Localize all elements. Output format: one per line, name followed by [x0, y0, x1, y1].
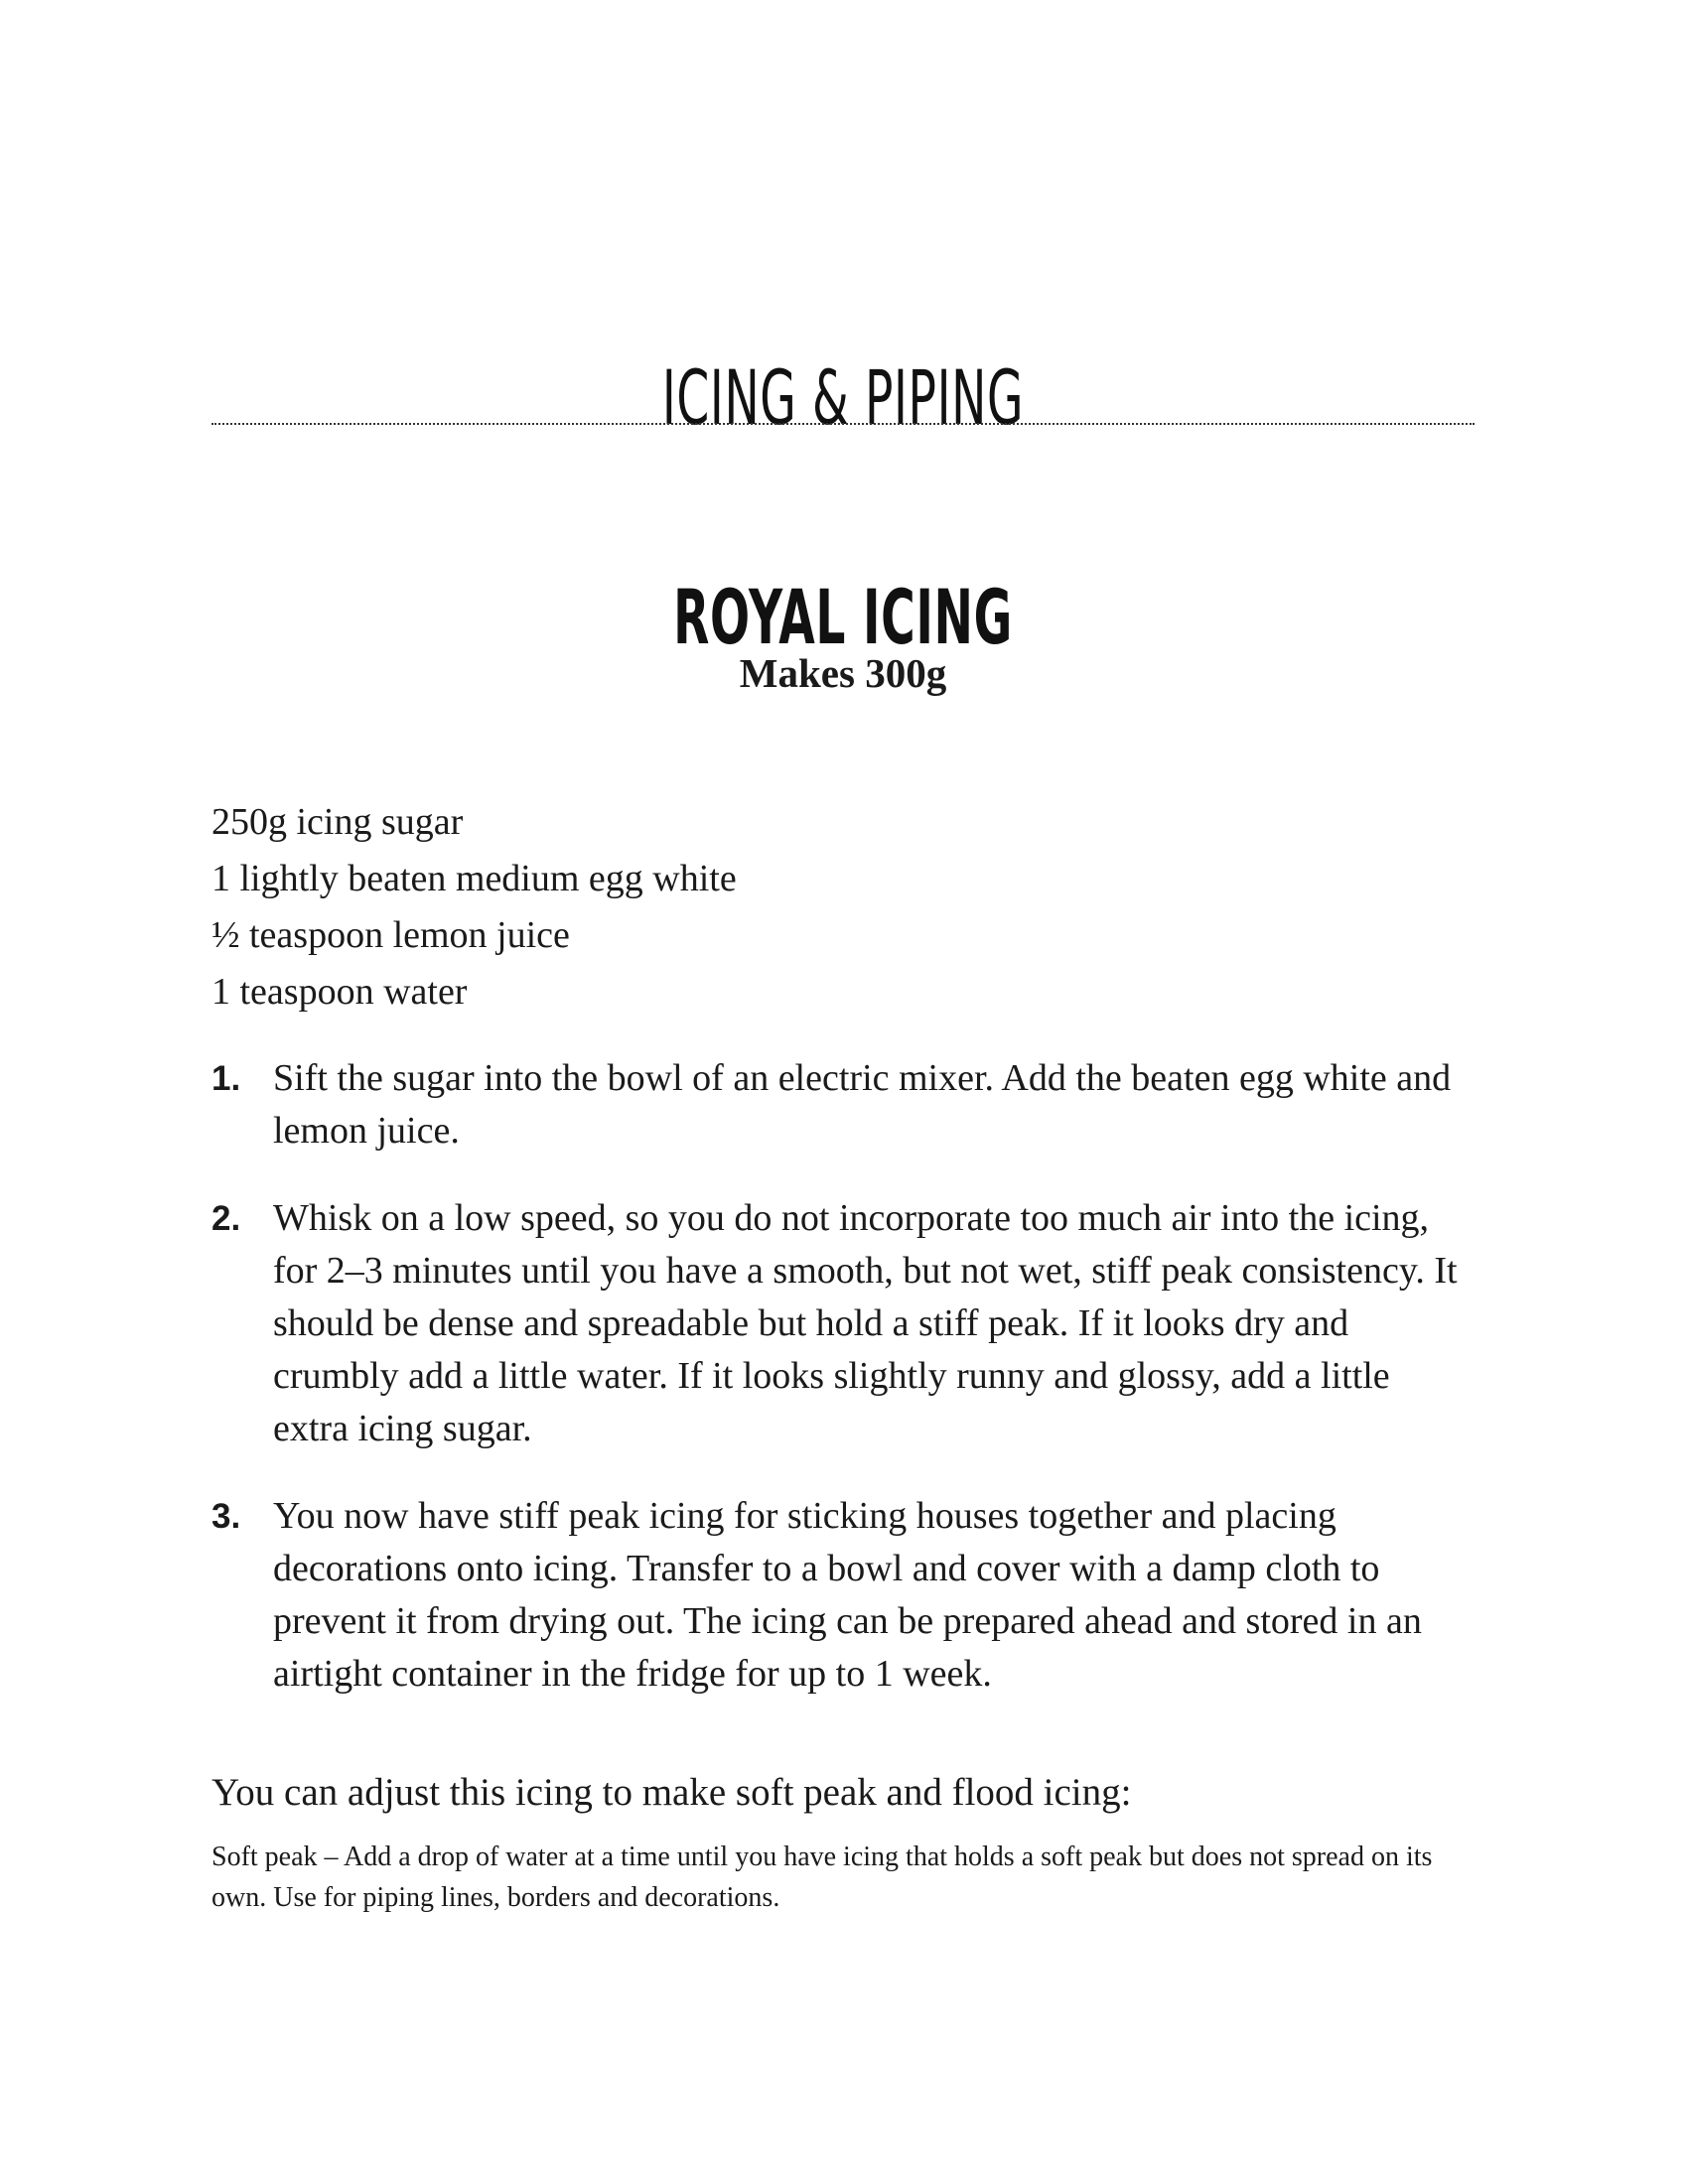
soft-peak-note: Soft peak – Add a drop of water at a time until you have icing that holds a soft peak but does not spread on its own. Use for piping lines, borders and decorations.	[211, 1842, 1433, 1913]
method-steps	[211, 1052, 1475, 1735]
step-number: 1.	[211, 1059, 241, 1098]
ingredient-item: 1 lightly beaten medium egg white	[211, 858, 737, 899]
step-number: 3.	[211, 1497, 241, 1536]
step-text: Whisk on a low speed, so you do not incorporate too much air into the icing, for 2–3 minutes until you have a smooth, but not wet, stiff peak consistency. It should be dense and spreadable but hold a stiff peak. If it looks dry and crumbly add a little water. If it looks slightly runny and glossy, add a little extra icing sugar.	[273, 1197, 1458, 1449]
method-step	[211, 1192, 1475, 1455]
recipe-title: ROYAL ICING	[673, 573, 1013, 662]
dotted-divider	[211, 423, 1475, 425]
step-number: 2.	[211, 1199, 241, 1238]
step-text: You now have stiff peak icing for sticking houses together and placing decorations onto icing. Transfer to a bowl and cover with a damp cloth to prevent it from drying out. The icing can be prepared ahead and stored in an airtight container in the fridge for up to 1 week.	[273, 1495, 1422, 1695]
ingredient-item: 250g icing sugar	[211, 801, 464, 843]
method-step	[211, 1052, 1475, 1158]
recipe-yield: Makes 300g	[739, 650, 947, 696]
ingredient-item: 1 teaspoon water	[211, 971, 468, 1013]
section-title: ICING & PIPING	[661, 352, 1025, 442]
step-text: Sift the sugar into the bowl of an electric mixer. Add the beaten egg white and lemon juice.	[273, 1057, 1452, 1152]
adjust-note: You can adjust this icing to make soft peak and flood icing:	[211, 1771, 1132, 1814]
method-step	[211, 1490, 1475, 1701]
ingredient-item: ½ teaspoon lemon juice	[211, 914, 570, 956]
ingredient-list	[211, 794, 1475, 1021]
document-page	[211, 0, 1475, 2184]
